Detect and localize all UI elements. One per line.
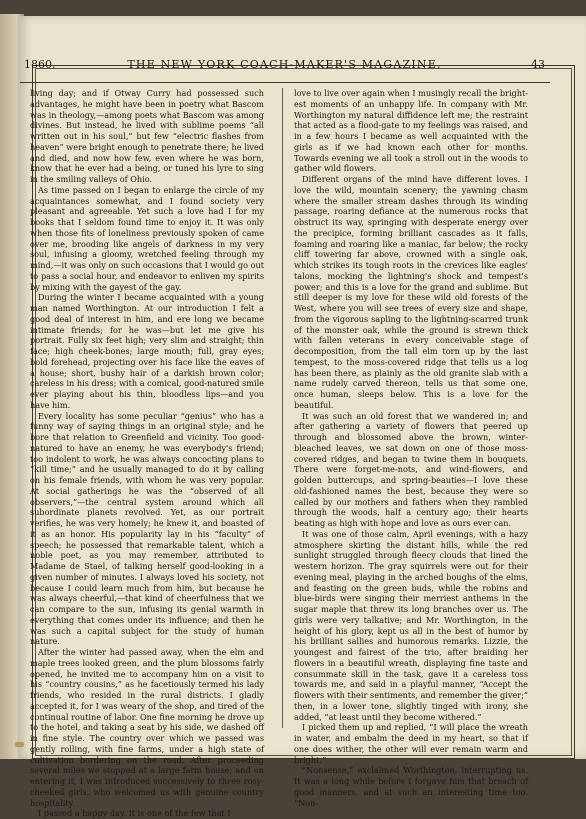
paragraph: It was one of those calm, April evenings, with a hazy atmosphere skirting the distant hills, while the red sunlight struggled through fleecy clouds that lined the western horizon. The gray squirrels were out for their evening meal, playing in the arched boughs of the elms, and feasting on the green buds, while the robins and blue-birds were singing their merriest anthems in the sugar maple that threw its long branches over us. The girls were very talkative; and Mr. Worthington, in the height of his glory, kept us all in the best of humor by his brilliant sallies and humorous remarks. Lizzie, the youngest and fairest of the trio, after braiding her flowers in a beautiful wreath, displaying fine taste and consummate skill in the task, gave it a careless toss towards me, and said in a playful manner, “Accept the flowers with their sentiments, and remember the giver;” then, in a lower tone, slightly tinged with irony, she added, “at least until they become withered.” — [294, 528, 528, 722]
paragraph: As time passed on I began to enlarge the circle of my acquaintances somewhat, and I found society very pleasant and agreeable. Yet such a love had I for my books that I seldom found time to enjoy it. It was only when those fits of loneliness previously spoken of came over me, brooding like angels of darkness in my very soul, infusing a gloomy, wretched feeling through my mind,—it was only on such occasions that I would go out to pass a social hour, and endeavor to enliven my spirits by mixing with the gayest of the gay. — [30, 184, 264, 292]
running-header — [24, 58, 545, 74]
paragraph: love to live over again when I musingly recall the bright-est moments of an unhappy life. In company with Mr. Worthington my natural diffidence left me; the restraint that acted as a flood-gate to my feelings was raised, and in a few hours I became as well acquainted with the girls as if we had known each other for months. Towards evening we all took a stroll out in the woods to gather wild flowers. — [294, 88, 528, 174]
paragraph: I passed a happy day. It is one of the few that I — [38, 808, 231, 819]
paragraph: It was such an old forest that we wandered in; and after gathering a variety of flowers that peered up through and blossomed above the brown, winter-bleached leaves, we sat down on one of those moss-covered ridges, and began to twine them in bouquets. There were forget-me-nots, and wind-flowers, and golden buttercups, and spring-beauties—I love these old-fashioned names the best, because they were so called by our mothers and fathers when they rambled through the woods, half a century ago; their hearts beating as high with hope and love as ours ever can. — [294, 410, 528, 528]
paragraph: “Nonsense,” exclaimed Worthington, interrupting us. It was a long while before I forgave him that breach of good manners, and at such an interesting time too. “Non- — [294, 765, 528, 808]
right-column — [294, 88, 528, 808]
paragraph: After the winter had passed away, when the elm and maple trees looked green, and the plum blossoms fairly opened, he invited me to accompany him on a visit to his “country cousins,” as he facetiously termed his lady friends, who resided in the rural districts. I gladly accepted it, for I was weary of the shop, and tired of the continual routine of labor. One fine morning he drove up to the hotel, and taking a seat by his side, we dashed off in fine style. The country over which we passed was gently rolling, with fine farms, under a high state of cultivation bordering on the road. After proceeding several miles we stopped at a large farm house; and on entering it, I was introduced successively to three rosy-cheeked girls, who welcomed us with genuine country hospitality. — [30, 647, 264, 808]
magazine-title: THE NEW YORK COACH-MAKER'S MAGAZINE. — [127, 58, 442, 71]
header-year: 1860. — [24, 58, 56, 71]
paragraph: living day; and if Otway Curry had possessed such advantages, he might have been in poetry what Bascom was in theology,—among poets what Bascom was among divines. But instead, he lived with sublime poems “all written out in his soul,” but few “electric flashes from heaven” were bright enough to penetrate there; he lived and died, and now how few, even where he was born, know that he ever had a being, or tuned his lyre to sing in the smiling valleys of Ohio. — [30, 88, 264, 184]
paragraph: During the winter I became acquainted with a young man named Worthington. At our introduction I felt a good deal of interest in him, and ere long we became intimate friends; for he was—but let me give his portrait. Fully six feet high; very slim and straight; thin face; high cheek-bones; large mouth; full, gray eyes; bold forehead, projecting over his face like the eaves of a house; short, bushy hair of a darkish brown color; careless in his dress; with a comical, good-natured smile ever playing about his thin, bloodless lips—and you have him. — [30, 292, 264, 410]
left-column — [30, 88, 264, 819]
paragraph: Every locality has some peculiar “genius” who has a funny way of saying things in an original style; and he bore that relation to Greenfield and vicinity. Too good-natured to have an enemy, he was everybody's friend; too indolent to work, he was always concocting plans to “kill time;” and he usually managed to do it by calling on his female friends, with whom he was very popular. At social gatherings he was the “observed of all observers,”—the central system around which all subordinate planets revolved. Yet, as our portrait verifies, he was very homely; he knew it, and boasted of it as an honor. His popularity lay in his “faculty” of speech; he possessed that remarkable talent, which a noble poet, as you may remember, attributed to Madame de Stael, of talking herself good-looking in a given number of minutes. I always loved his society, not because I could learn much from him, but because he was always cheerful,—that kind of cheerfulness that we can compare to the sun, infusing its genial warmth in everything that comes under its influence; and then he was such a capital subject for the study of human nature. — [30, 410, 264, 647]
paragraph: I picked them up and replied, “I will place the wreath in water, and embalm the deed in my heart, so that if one does wither, the other will ever remain warm and bright.” — [294, 722, 528, 765]
binding-pin — [15, 742, 24, 747]
paragraph: Different organs of the mind have different loves. I love the wild, mountain scenery; the yawning chasm where the smaller stream dashes through its winding passage, roaring defiance at the numerous rocks that obstruct its way, springing with desperate energy over the precipice, forming brilliant cascades as it falls, foaming and roaring like a maniac, far below; the rocky cliff towering far above, crowned with a single oak, which strikes its tough roots in the crevices like eagles' talons, mocking the lightning's shock and tempest's power; and this is a love for the grand and sublime. But still deeper is my love for these wild old forests of the West, where you will see trees of every size and shape, from the vigorous sapling to the lightning-scarred trunk of the monster oak, while the ground is strewn thick with fallen veterans in every conceivable stage of decomposition, from the tall elm torn up by the last tempest, to the moss-covered ridge that tells us a log has been there, as plainly as the old granite slab with a name rudely carved thereon, tells us that some one, once human, sleeps below. This is a love for the beautiful. — [294, 174, 528, 410]
header-rule — [20, 82, 550, 83]
column-divider — [282, 88, 283, 728]
page-number: 43 — [531, 58, 545, 71]
